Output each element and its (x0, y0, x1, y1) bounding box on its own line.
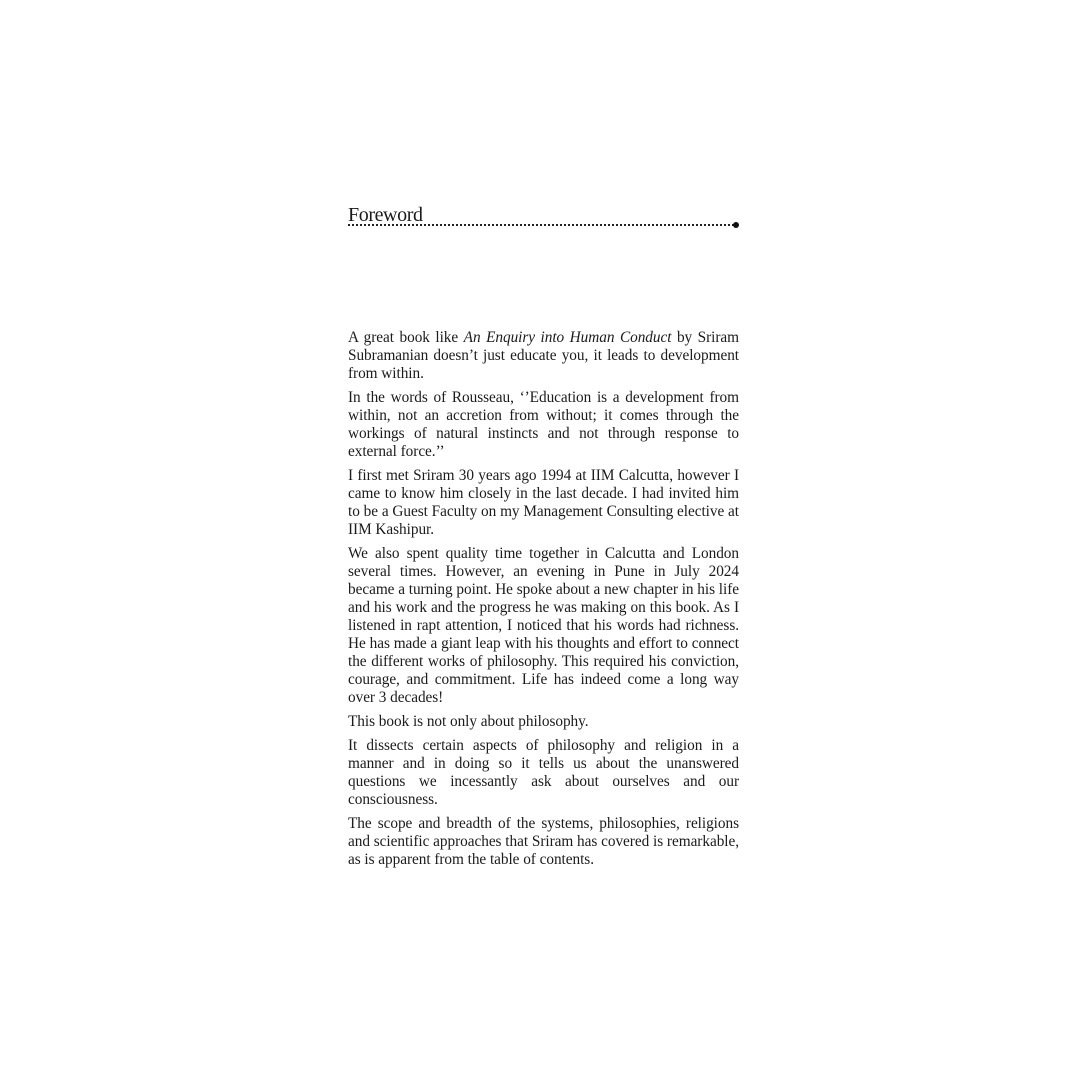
book-title-italic: An Enquiry into Human Conduct (463, 329, 672, 346)
chapter-heading-block (348, 203, 739, 233)
heading-dotted-rule (348, 224, 734, 226)
chapter-title: Foreword (348, 204, 423, 226)
paragraph-6: It dissects certain aspects of philosophy and religion in a manner and in doing so it tells us about the unanswered questions we incessantly ask about ourselves and our consciousness. (348, 737, 739, 808)
paragraph-3: I first met Sriram 30 years ago 1994 at IIM Calcutta, however I came to know him closely in the last decade. I had invited him to be a Guest Faculty on my Management Consulting elective at IIM Kashipur. (348, 467, 739, 538)
foreword-body (348, 329, 739, 869)
paragraph-7: The scope and breadth of the systems, philosophies, religions and scientific approaches that Sriram has covered is remarkable, as is apparent from the table of contents. (348, 815, 739, 868)
paragraph-5: This book is not only about philosophy. (348, 713, 589, 730)
paragraph-1-after: by Sriram Subramanian doesn’t just educate you, it leads to development from within. (348, 329, 739, 382)
paragraph-2: In the words of Rousseau, ‘’Education is a development from within, not an accretion from without; it comes through the workings of natural instincts and not through response to external force.’’ (348, 389, 739, 460)
paragraph-1-before: A great book like (348, 329, 464, 346)
paragraph-4: We also spent quality time together in Calcutta and London several times. However, an evening in Pune in July 2024 became a turning point. He spoke about a new chapter in his life and his work and the progress he was making on this book. As I listened in rapt attention, I noticed that his words had richness. He has made a giant leap with his thoughts and effort to connect the different works of philosophy. This required his conviction, courage, and commitment. Life has indeed come a long way over 3 decades! (348, 545, 739, 706)
paragraph-1 (348, 329, 739, 383)
rule-end-dot (733, 222, 739, 228)
book-page (348, 0, 739, 1080)
